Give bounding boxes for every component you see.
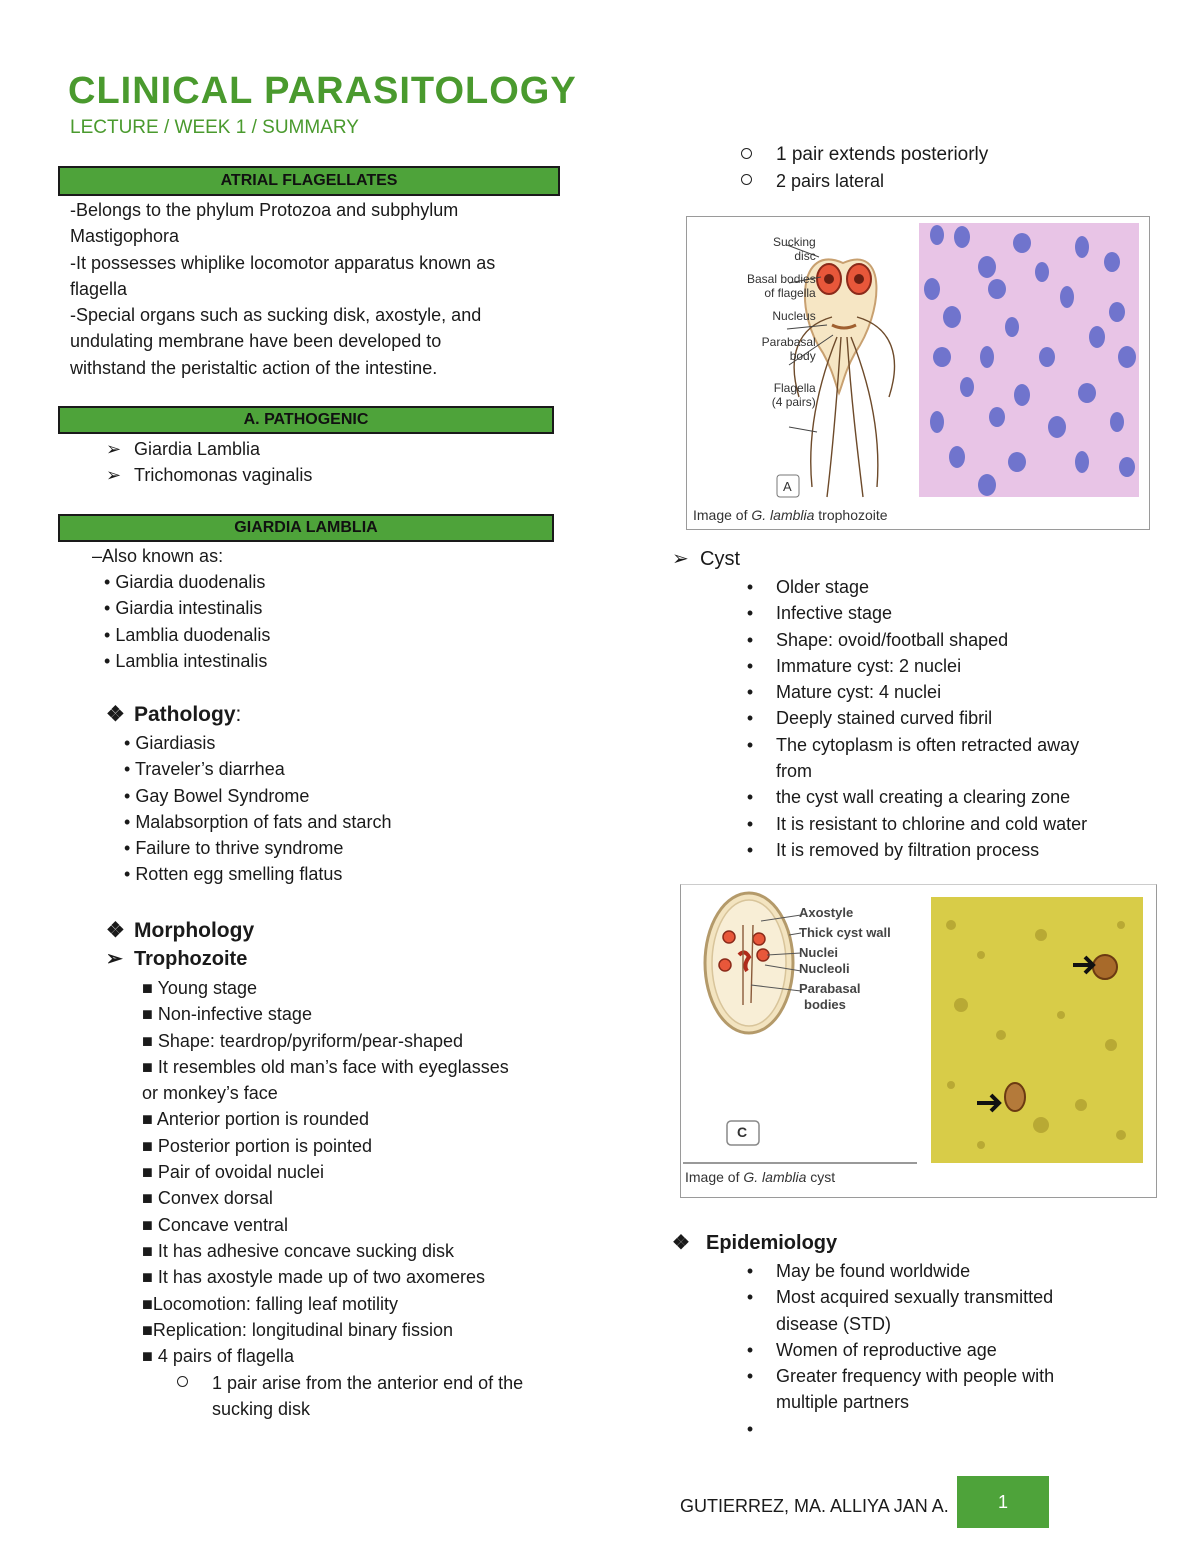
micrograph-cell [1035, 262, 1049, 282]
list-item-empty: • [746, 1418, 754, 1439]
list-item: ■ Concave ventral [142, 1214, 288, 1235]
micrograph-speck [1075, 1099, 1087, 1111]
list-item: • the cyst wall creating a clearing zone [746, 787, 1071, 808]
micrograph-speck [977, 1141, 985, 1149]
micrograph-speck [1033, 1117, 1049, 1133]
micrograph-cell [1048, 416, 1066, 438]
micrograph-cell [960, 377, 974, 397]
list-item-continuation: sucking disk [212, 1399, 311, 1420]
list-item: ■ Pair of ovoidal nuclei [142, 1162, 324, 1183]
micrograph-cell [978, 256, 996, 278]
micrograph-cell [1013, 233, 1031, 253]
micrograph-cell [1118, 346, 1136, 368]
list-item: • Mature cyst: 4 nuclei [746, 682, 942, 703]
list-item: • Deeply stained curved fibril [746, 708, 993, 729]
cyst-heading: ➢ Cyst [672, 545, 740, 573]
list-item: ■ It resembles old man’s face with eyeglasses [142, 1056, 509, 1077]
micrograph-cell [1005, 317, 1019, 337]
aka-list [104, 569, 270, 674]
list-item: • It is resistant to chlorine and cold water [746, 813, 1088, 834]
micrograph-cell [1008, 452, 1026, 472]
atrial-line: -It possesses whiplike locomotor apparatus known as [70, 252, 496, 273]
diamond-bullet-icon: ❖ [672, 1232, 690, 1254]
micrograph-cell [924, 278, 940, 300]
micrograph-cell [988, 279, 1006, 299]
cyst-list [746, 574, 1088, 863]
micrograph-cell [989, 407, 1005, 427]
list-item: • Lamblia duodenalis [104, 624, 271, 645]
micrograph-speck [954, 998, 968, 1012]
micrograph-cell [1109, 302, 1125, 322]
footer-author: GUTIERREZ, MA. ALLIYA JAN A. [680, 1496, 949, 1516]
figure-label-a: A [783, 479, 792, 494]
micrograph-speck [1105, 1039, 1117, 1051]
epidemiology-heading: ❖ Epidemiology [672, 1229, 837, 1257]
list-item: ■Replication: longitudinal binary fission [142, 1319, 454, 1340]
micrograph-speck [1117, 921, 1125, 929]
micrograph-speck [1035, 929, 1047, 941]
figure-label-c: C [737, 1124, 748, 1140]
cyst-diagram [681, 885, 1156, 1197]
flagella-sub-list-left [212, 1370, 523, 1423]
trophozoite-caption: Image of G. lamblia trophozoite [693, 507, 888, 523]
micrograph-cell [930, 411, 944, 433]
pathology-list [124, 730, 391, 888]
circle-bullet-icon [741, 148, 752, 159]
list-item-continuation: from [776, 761, 812, 782]
list-item: ■ It has adhesive concave sucking disk [142, 1240, 455, 1261]
atrial-line: undulating membrane have been developed to [70, 331, 442, 352]
micrograph-cell [943, 306, 961, 328]
pathogenic-list [106, 436, 312, 489]
giardia-heading-bar [58, 514, 554, 542]
page-subtitle: LECTURE / WEEK 1 / SUMMARY [70, 117, 359, 138]
micrograph-cell [1060, 286, 1074, 308]
micrograph-speck [1116, 1130, 1126, 1140]
atrial-line: flagella [70, 278, 128, 299]
list-item: • Giardia intestinalis [104, 598, 263, 619]
micrograph-cell [1039, 347, 1055, 367]
list-item-continuation: or monkey’s face [142, 1083, 278, 1104]
trophozoite-heading: ➢ Trophozoite [106, 945, 247, 973]
list-item: ■ Posterior portion is pointed [142, 1135, 372, 1156]
list-item: • Greater frequency with people with [746, 1366, 1055, 1387]
list-item: 1 pair arise from the anterior end of the [212, 1370, 523, 1396]
micrograph-cell [1119, 457, 1135, 477]
atrial-description [70, 197, 495, 381]
atrial-line: -Belongs to the phylum Protozoa and subphylum [70, 200, 459, 220]
list-item: • Traveler’s diarrhea [124, 759, 285, 780]
list-item: • Lamblia intestinalis [104, 650, 268, 671]
micrograph-speck [996, 1030, 1006, 1040]
circle-bullet-icon [741, 174, 752, 185]
trophozoite-labels: Sucking disc Basal bodies of flagella Nucleus Parabasal body Flagella (4 pairs) [747, 235, 816, 409]
morphology-heading: ❖ Morphology [106, 917, 254, 945]
diamond-bullet-icon: ❖ [106, 703, 125, 726]
list-item: • May be found worldwide [746, 1261, 971, 1281]
micrograph-cell [1075, 451, 1089, 473]
list-item: ■ Young stage [142, 978, 257, 998]
list-item: 2 pairs lateral [776, 168, 988, 194]
pathology-heading: ❖ Pathology: [106, 701, 241, 729]
cyst-figure [680, 884, 1157, 1198]
atrial-line: Mastigophora [70, 226, 180, 247]
list-item: • Gay Bowel Syndrome [124, 785, 310, 806]
micrograph-cell [1089, 326, 1105, 348]
trophozoite-figure [686, 216, 1150, 530]
micrograph-speck [1057, 1011, 1065, 1019]
micrograph-cell [1110, 412, 1124, 432]
list-item: ➢ Giardia Lamblia [106, 436, 312, 462]
list-item: • Giardia duodenalis [104, 572, 266, 592]
micrograph-cell [933, 347, 951, 367]
pathogenic-heading: A. PATHOGENIC [243, 411, 369, 428]
diamond-bullet-icon: ❖ [106, 919, 125, 942]
list-item-continuation: multiple partners [776, 1392, 910, 1413]
list-item: ■ Convex dorsal [142, 1188, 273, 1209]
list-item: • Older stage [746, 577, 870, 597]
list-item: ➢ Trichomonas vaginalis [106, 462, 312, 488]
page-number: 1 [957, 1476, 1049, 1528]
list-item-continuation: disease (STD) [776, 1313, 892, 1334]
list-item: • Rotten egg smelling flatus [124, 864, 343, 885]
list-item: • Failure to thrive syndrome [124, 838, 344, 859]
arrow-bullet-icon: ➢ [106, 465, 122, 486]
micrograph-cell [949, 446, 965, 468]
flagella-sub-list-right [776, 142, 988, 195]
micrograph-speck [946, 920, 956, 930]
list-item: • The cytoplasm is often retracted away [746, 734, 1080, 755]
arrow-bullet-icon: ➢ [106, 439, 122, 459]
page-title: CLINICAL PARASITOLOGY [68, 70, 577, 112]
cyst-caption: Image of G. lamblia cyst [685, 1169, 836, 1185]
micrograph-cell [1078, 383, 1096, 403]
list-item: ■ Shape: teardrop/pyriform/pear-shaped [142, 1030, 464, 1051]
atrial-line: withstand the peristaltic action of the intestine. [70, 357, 438, 378]
list-item: • Malabsorption of fats and starch [124, 811, 392, 832]
micrograph-cell [930, 225, 944, 245]
micrograph-cell [980, 346, 994, 368]
atrial-heading: ATRIAL FLAGELLATES [220, 172, 398, 189]
trophozoite-list [142, 975, 509, 1369]
micrograph-cell [1104, 252, 1120, 272]
list-item: ■ Anterior portion is rounded [142, 1109, 370, 1130]
atrial-line: -Special organs such as sucking disk, axostyle, and [70, 305, 482, 326]
micrograph-cell [954, 226, 970, 248]
list-item: ■Locomotion: falling leaf motility [142, 1293, 398, 1314]
aka-label: –Also known as: [92, 546, 224, 566]
list-item: • Giardiasis [124, 733, 216, 753]
atrial-heading-bar [58, 166, 560, 196]
arrow-bullet-icon: ➢ [106, 948, 123, 970]
list-item: • Infective stage [746, 603, 893, 624]
arrow-bullet-icon: ➢ [672, 548, 689, 570]
list-item: • Women of reproductive age [746, 1339, 997, 1360]
pathogenic-heading-bar [58, 406, 554, 434]
micrograph-cell [1075, 236, 1089, 258]
list-item: • Immature cyst: 2 nuclei [746, 655, 962, 676]
micrograph-speck [977, 951, 985, 959]
micrograph-cell [978, 474, 996, 496]
micrograph-cell [1014, 384, 1030, 406]
list-item: ■ Non-infective stage [142, 1004, 312, 1025]
cyst-labels: Axostyle Thick cyst wall Nuclei Nucleoli Parabasal bodies [799, 905, 891, 1012]
list-item: ■ It has axostyle made up of two axomeres [142, 1267, 486, 1288]
list-item: • Most acquired sexually transmitted [746, 1287, 1054, 1308]
giardia-heading: GIARDIA LAMBLIA [234, 519, 378, 536]
list-item: • Shape: ovoid/football shaped [746, 629, 1009, 650]
list-item: ■ 4 pairs of flagella [142, 1346, 294, 1367]
list-item: 1 pair extends posteriorly [776, 142, 988, 168]
circle-bullet-icon [177, 1376, 188, 1387]
epidemiology-list [746, 1258, 1055, 1442]
micrograph-speck [947, 1081, 955, 1089]
list-item: • It is removed by filtration process [746, 839, 1040, 860]
